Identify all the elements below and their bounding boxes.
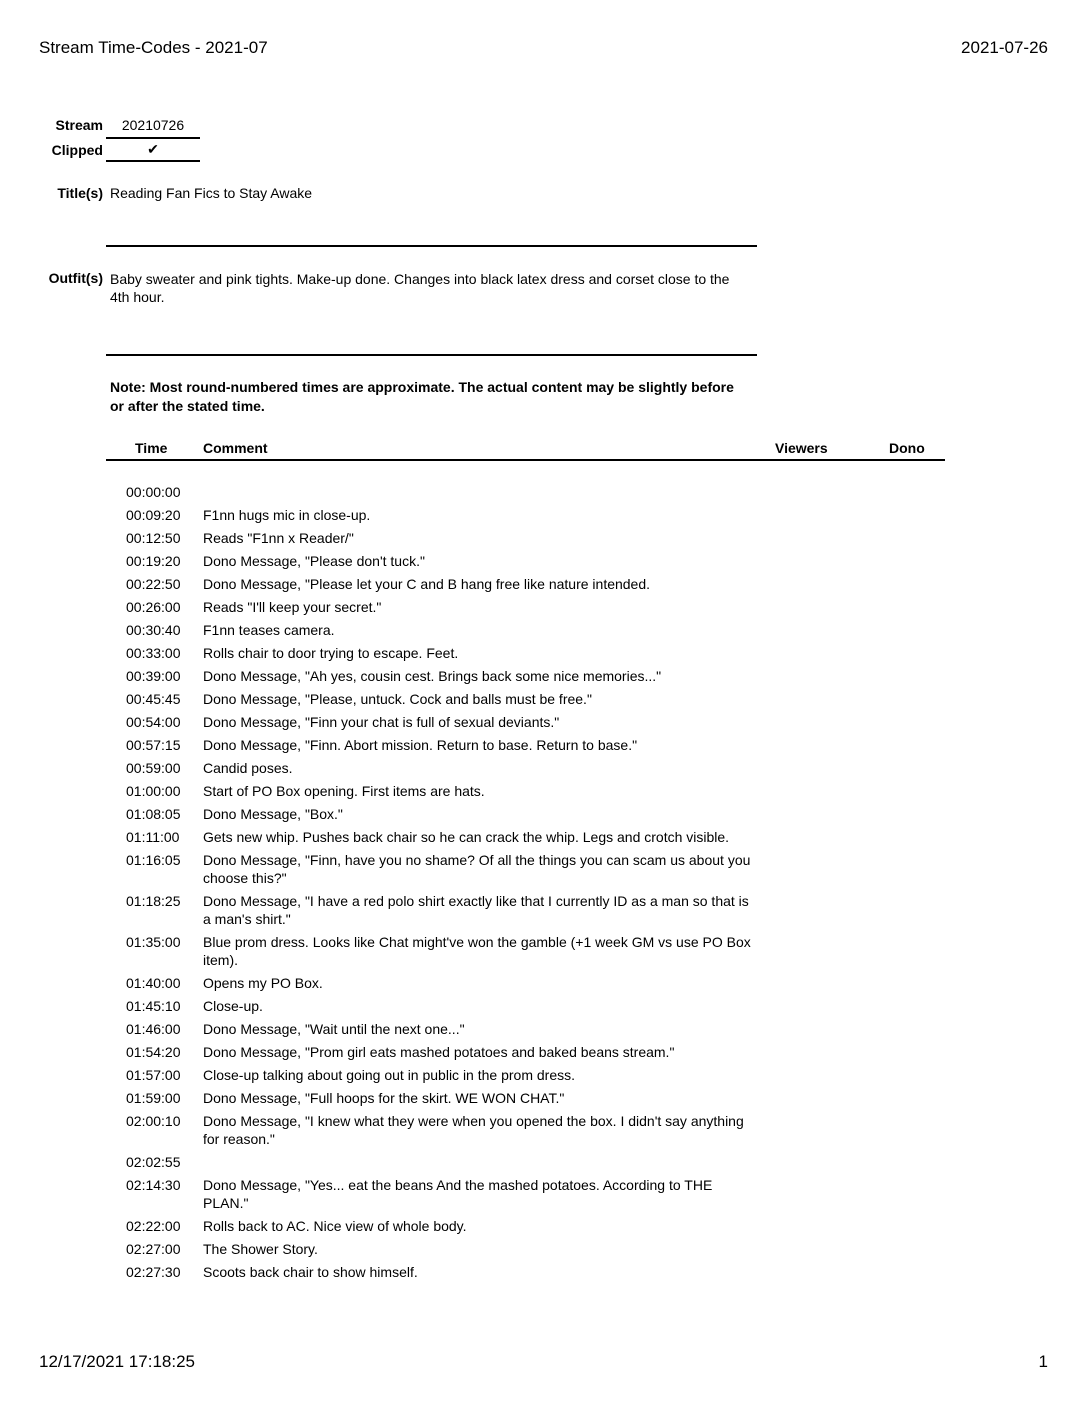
row-time: 01:11:00 xyxy=(126,829,180,845)
table-row xyxy=(106,759,766,782)
row-comment: Opens my PO Box. xyxy=(203,975,323,991)
row-comment: F1nn teases camera. xyxy=(203,622,335,638)
print-timestamp: 12/17/2021 17:18:25 xyxy=(39,1352,195,1371)
row-time: 00:33:00 xyxy=(126,645,181,661)
row-time: 00:12:50 xyxy=(126,530,181,546)
row-comment: Close-up talking about going out in public in the prom dress. xyxy=(203,1067,575,1083)
row-time: 02:27:30 xyxy=(126,1264,181,1280)
table-row xyxy=(106,644,766,667)
column-header-comment: Comment xyxy=(203,440,268,456)
row-comment: Dono Message, "Box." xyxy=(203,806,343,822)
row-comment: Dono Message, "I knew what they were when you opened the box. I didn't say anything for reason." xyxy=(203,1113,744,1147)
row-comment: Dono Message, "Finn, have you no shame? Of all the things you can scam us about you choose this?" xyxy=(203,852,751,886)
row-comment xyxy=(203,1153,756,1171)
timecode-table-body xyxy=(106,483,766,1286)
row-time: 00:59:00 xyxy=(126,760,181,776)
row-time: 02:00:10 xyxy=(126,1113,181,1129)
row-time: 02:22:00 xyxy=(126,1218,181,1234)
row-time: 01:54:20 xyxy=(126,1044,181,1060)
table-row xyxy=(106,851,766,892)
row-comment: The Shower Story. xyxy=(203,1241,318,1257)
row-time: 00:57:15 xyxy=(126,737,181,753)
row-time: 00:54:00 xyxy=(126,714,181,730)
row-comment: Dono Message, "Please don't tuck." xyxy=(203,553,425,569)
row-time: 00:00:00 xyxy=(126,484,181,500)
row-comment: Dono Message, "Finn. Abort mission. Return to base. Return to base." xyxy=(203,737,638,753)
table-row xyxy=(106,892,766,933)
table-row xyxy=(106,805,766,828)
table-row xyxy=(106,667,766,690)
table-row xyxy=(106,552,766,575)
row-time: 01:18:25 xyxy=(126,893,181,909)
row-comment: Start of PO Box opening. First items are hats. xyxy=(203,783,485,799)
table-row xyxy=(106,529,766,552)
row-comment: Dono Message, "Yes... eat the beans And the mashed potatoes. According to THE PLAN." xyxy=(203,1177,713,1211)
table-row xyxy=(106,1020,766,1043)
table-row xyxy=(106,828,766,851)
row-comment: Dono Message, "Wait until the next one..." xyxy=(203,1021,465,1037)
row-time: 01:16:05 xyxy=(126,852,181,868)
row-time: 00:22:50 xyxy=(126,576,181,592)
table-row xyxy=(106,1263,766,1286)
table-row xyxy=(106,997,766,1020)
row-time: 01:45:10 xyxy=(126,998,181,1014)
row-comment: Dono Message, "Ah yes, cousin cest. Brings back some nice memories..." xyxy=(203,668,662,684)
document-title: Stream Time-Codes - 2021-07 xyxy=(39,38,268,57)
row-time: 01:35:00 xyxy=(126,934,181,950)
table-row xyxy=(106,974,766,997)
row-comment: Dono Message, "I have a red polo shirt exactly like that I currently ID as a man so that is a man's shirt." xyxy=(203,893,749,927)
row-comment: Rolls back to AC. Nice view of whole body. xyxy=(203,1218,467,1234)
row-comment: Blue prom dress. Looks like Chat might've won the gamble (+1 week GM vs use PO Box item). xyxy=(203,934,751,968)
row-time: 02:02:55 xyxy=(126,1154,181,1170)
row-comment xyxy=(203,483,756,501)
table-row xyxy=(106,1176,766,1217)
titles-divider xyxy=(106,245,757,247)
page-number: 1 xyxy=(1038,1352,1048,1371)
table-row xyxy=(106,621,766,644)
row-time: 01:40:00 xyxy=(126,975,181,991)
stream-value: 20210726 xyxy=(106,117,200,139)
table-row xyxy=(106,575,766,598)
row-comment: Close-up. xyxy=(203,998,263,1014)
column-header-dono: Dono xyxy=(889,440,925,456)
row-time: 01:46:00 xyxy=(126,1021,181,1037)
row-comment: Dono Message, "Prom girl eats mashed potatoes and baked beans stream." xyxy=(203,1044,675,1060)
row-time: 02:14:30 xyxy=(126,1177,181,1193)
outfits-value: Baby sweater and pink tights. Make-up done. Changes into black latex dress and corset close to the 4th hour. xyxy=(110,271,730,305)
row-time: 00:39:00 xyxy=(126,668,181,684)
row-time: 01:57:00 xyxy=(126,1067,181,1083)
table-row xyxy=(106,1217,766,1240)
row-comment: Gets new whip. Pushes back chair so he can crack the whip. Legs and crotch visible. xyxy=(203,829,730,845)
outfits-divider xyxy=(106,354,757,356)
titles-value: Reading Fan Fics to Stay Awake xyxy=(110,185,313,201)
table-row xyxy=(106,690,766,713)
approximation-note: Note: Most round-numbered times are approximate. The actual content may be slightly before or after the stated time. xyxy=(110,379,734,414)
row-time: 01:00:00 xyxy=(126,783,181,799)
table-row xyxy=(106,1089,766,1112)
table-row xyxy=(106,1112,766,1153)
row-comment: Reads "I'll keep your secret." xyxy=(203,599,382,615)
document-date: 2021-07-26 xyxy=(961,38,1048,57)
row-time: 00:30:40 xyxy=(126,622,181,638)
row-comment: Dono Message, "Please let your C and B hang free like nature intended. xyxy=(203,576,651,592)
table-row xyxy=(106,713,766,736)
row-time: 00:26:00 xyxy=(126,599,181,615)
stream-label: Stream xyxy=(55,117,103,133)
row-time: 02:27:00 xyxy=(126,1241,181,1257)
column-header-time: Time xyxy=(135,440,168,456)
column-header-viewers: Viewers xyxy=(775,440,828,456)
row-comment: Candid poses. xyxy=(203,760,293,776)
titles-label: Title(s) xyxy=(57,185,103,201)
table-row xyxy=(106,506,766,529)
table-row xyxy=(106,736,766,759)
row-comment: Dono Message, "Please, untuck. Cock and balls must be free." xyxy=(203,691,592,707)
table-row xyxy=(106,1153,766,1176)
table-row xyxy=(106,1043,766,1066)
table-row xyxy=(106,933,766,974)
row-time: 01:59:00 xyxy=(126,1090,181,1106)
table-row xyxy=(106,1240,766,1263)
row-comment: Rolls chair to door trying to escape. Feet. xyxy=(203,645,459,661)
row-comment: Dono Message, "Finn your chat is full of sexual deviants." xyxy=(203,714,560,730)
row-time: 00:19:20 xyxy=(126,553,181,569)
table-header-divider xyxy=(106,459,945,461)
table-row xyxy=(106,483,766,506)
row-comment: Reads "F1nn x Reader/" xyxy=(203,530,354,546)
table-row xyxy=(106,1066,766,1089)
table-row xyxy=(106,782,766,805)
table-row xyxy=(106,598,766,621)
row-time: 01:08:05 xyxy=(126,806,181,822)
row-time: 00:09:20 xyxy=(126,507,181,523)
outfits-label: Outfit(s) xyxy=(48,270,103,286)
clipped-checkmark: ✔ xyxy=(106,141,200,162)
row-time: 00:45:45 xyxy=(126,691,181,707)
clipped-label: Clipped xyxy=(51,142,103,158)
row-comment: Dono Message, "Full hoops for the skirt. WE WON CHAT." xyxy=(203,1090,565,1106)
row-comment: Scoots back chair to show himself. xyxy=(203,1264,418,1280)
row-comment: F1nn hugs mic in close-up. xyxy=(203,507,371,523)
